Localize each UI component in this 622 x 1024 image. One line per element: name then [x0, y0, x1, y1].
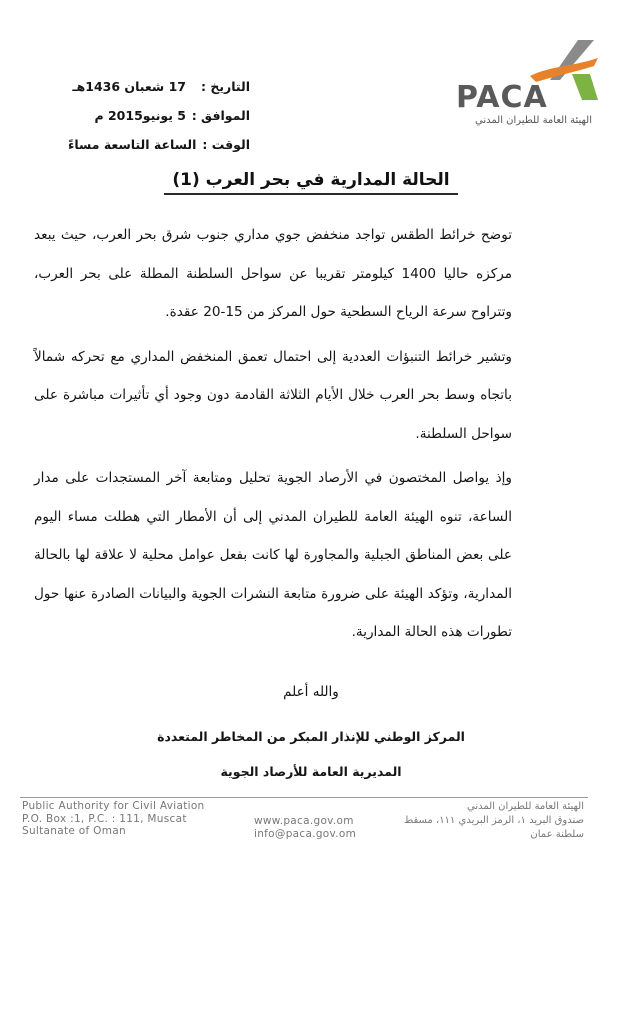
footer-website-link[interactable]: www.paca.gov.om	[254, 815, 354, 827]
paca-logo	[450, 36, 600, 126]
footer-contact	[254, 815, 356, 840]
page-title: الحالة المدارية في بحر العرب (1)	[164, 168, 457, 195]
date-row	[70, 72, 250, 101]
footer-en-line-3: Sultanate of Oman	[22, 825, 126, 837]
footer-ar-line-3: سلطنة عمان	[530, 829, 584, 840]
footer-en-line-2: P.O. Box :1, P.C. : 111, Muscat	[22, 812, 187, 825]
body-text	[34, 216, 512, 652]
logo-wordmark: PACA	[456, 80, 548, 115]
time-value: الساعة التاسعة مساءً	[67, 137, 197, 152]
paragraph-2: وتشير خرائط التنبؤات العددية إلى احتمال تعمق المنخفض المداري مع تحركه شمالاً باتجاه وسط بحر العرب خلال الأيام الثلاثة القادمة دون وجود أي تأثيرات مباشرة على سواحل السلطنة.	[34, 348, 512, 442]
footer-arabic-address	[404, 800, 584, 842]
issuing-center: المركز الوطني للإنذار المبكر من المخاطر المتعددة	[157, 729, 465, 744]
logo-arabic-name: الهيئة العامة للطيران المدني	[475, 115, 592, 126]
footer-en-line-1: Public Authority for Civil Aviation	[22, 800, 205, 812]
corresponding-label: الموافق :	[191, 108, 250, 123]
footer-divider	[20, 797, 588, 798]
time-row	[67, 130, 250, 159]
footer-english-address	[22, 800, 205, 838]
footer-ar-line-2: صندوق البريد ١، الرمز البريدي ١١١، مسقط	[403, 815, 584, 826]
corresponding-date-row	[70, 101, 250, 130]
closing-phrase: والله أعلم	[283, 684, 339, 700]
footer-ar-line-1: الهيئة العامة للطيران المدني	[467, 801, 584, 812]
date-value: 17 شعبان 1436هـ	[72, 79, 186, 94]
paragraph-3: وإذ يواصل المختصون في الأرصاد الجوية تحليل ومتابعة آخر المستجدات على مدار الساعة، تنوه الهيئة العامة للطيران المدني إلى أن الأمطار التي هطلت مساء اليوم على بعض المناطق الجبلية والمجاورة لها كانت بفعل عوامل محلية لا علاقة لها بالحالة المدارية، وتؤكد الهيئة على ضرورة متابعة النشرات الجوية والبيانات الصادرة عنها حول تطورات هذه الحالة المدارية.	[34, 470, 512, 640]
footer-email-link[interactable]: info@paca.gov.om	[254, 827, 357, 840]
date-label: التاريخ :	[200, 79, 250, 94]
title-wrap	[0, 168, 622, 195]
paragraph-1: توضح خرائط الطقس تواجد منخفض جوي مداري جنوب شرق بحر العرب، حيث يبعد مركزه حاليا 1400 كيلومتر تقريبا عن سواحل السلطنة المطلة على بحر العرب، وتتراوح سرعة الرياح السطحية حول المركز من 15-20 عقدة.	[34, 227, 512, 320]
time-label: الوقت :	[202, 137, 250, 152]
header-meta	[67, 72, 250, 159]
corresponding-value: 5 يونيو2015 م	[94, 108, 186, 123]
issuing-directorate: المديرية العامة للأرصاد الجوية	[220, 764, 402, 779]
